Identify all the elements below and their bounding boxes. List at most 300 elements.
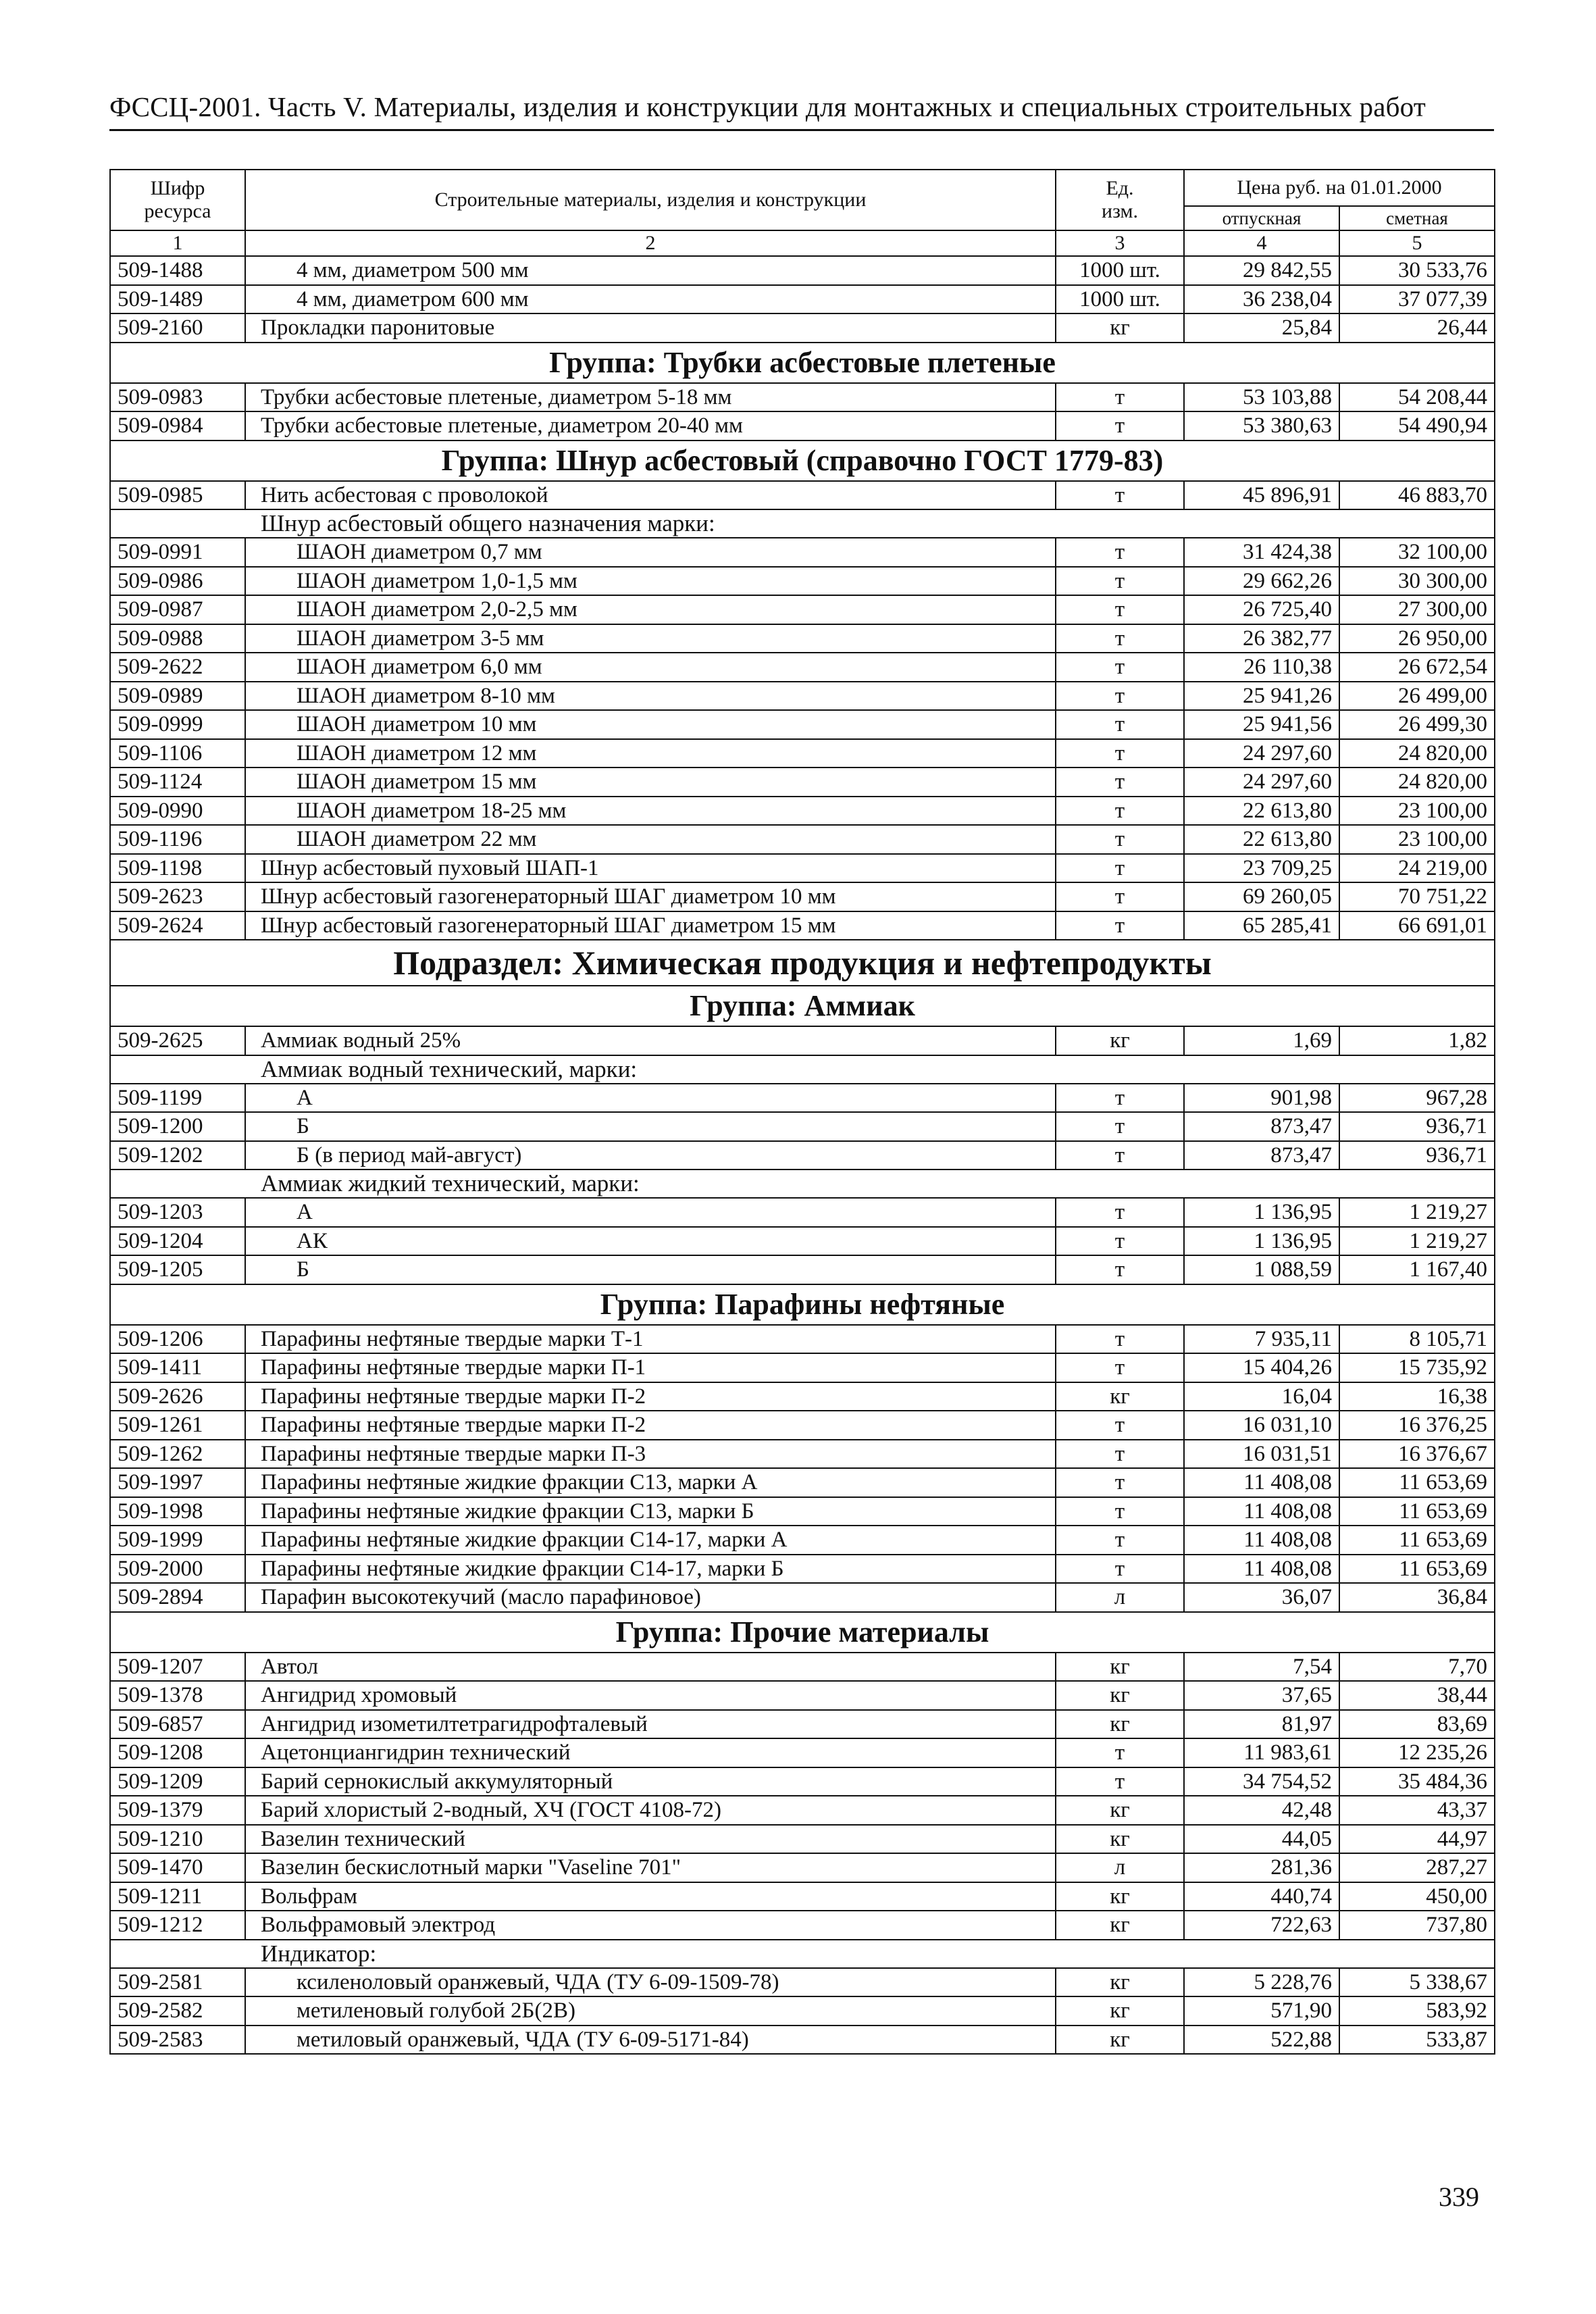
material-name: Б (в период май-август) bbox=[245, 1141, 1056, 1170]
group-heading: Группа: Прочие материалы bbox=[110, 1612, 1495, 1653]
material-name: Б bbox=[245, 1112, 1056, 1141]
unit-of-measure: кг bbox=[1056, 2026, 1184, 2055]
release-price: 571,90 bbox=[1184, 1996, 1339, 2026]
release-price: 81,97 bbox=[1184, 1710, 1339, 1739]
material-name: Трубки асбестовые плетеные, диаметром 20-40 мм bbox=[245, 411, 1056, 441]
table-row bbox=[110, 1468, 1495, 1497]
table-row bbox=[110, 256, 1495, 285]
unit-of-measure: т bbox=[1056, 710, 1184, 739]
unit-of-measure: т bbox=[1056, 1411, 1184, 1440]
table-row bbox=[110, 854, 1495, 883]
unit-of-measure: т bbox=[1056, 595, 1184, 624]
material-name: 4 мм, диаметром 500 мм bbox=[245, 256, 1056, 285]
material-name: Парафины нефтяные твердые марки П-3 bbox=[245, 1440, 1056, 1469]
table-row bbox=[110, 481, 1495, 510]
material-name: Ацетонциангидрин технический bbox=[245, 1738, 1056, 1767]
resource-code: 509-1411 bbox=[110, 1353, 245, 1382]
estimate-price: 8 105,71 bbox=[1339, 1325, 1495, 1354]
unit-of-measure: кг bbox=[1056, 1882, 1184, 1911]
resource-code: 509-2160 bbox=[110, 313, 245, 343]
material-name: ШАОН диаметром 1,0-1,5 мм bbox=[245, 567, 1056, 596]
estimate-price: 1,82 bbox=[1339, 1026, 1495, 1055]
release-price: 16 031,10 bbox=[1184, 1411, 1339, 1440]
release-price: 16 031,51 bbox=[1184, 1440, 1339, 1469]
unit-of-measure: т bbox=[1056, 653, 1184, 682]
estimate-price: 26,44 bbox=[1339, 313, 1495, 343]
table-row bbox=[110, 1996, 1495, 2026]
unit-of-measure: т bbox=[1056, 481, 1184, 510]
estimate-price: 26 950,00 bbox=[1339, 624, 1495, 653]
resource-code: 509-1202 bbox=[110, 1141, 245, 1170]
price-table-body bbox=[110, 256, 1495, 2054]
release-price: 15 404,26 bbox=[1184, 1353, 1339, 1382]
unit-of-measure: т bbox=[1056, 538, 1184, 567]
table-row bbox=[110, 1497, 1495, 1526]
release-price: 11 983,61 bbox=[1184, 1738, 1339, 1767]
price-table bbox=[109, 169, 1495, 2055]
material-name: Парафины нефтяные жидкие фракции С13, марки Б bbox=[245, 1497, 1056, 1526]
release-price: 7 935,11 bbox=[1184, 1325, 1339, 1354]
release-price: 11 408,08 bbox=[1184, 1555, 1339, 1584]
column-header-price-group: Цена руб. на 01.01.2000 bbox=[1184, 170, 1495, 206]
release-price: 24 297,60 bbox=[1184, 739, 1339, 768]
unit-of-measure: т bbox=[1056, 768, 1184, 797]
release-price: 65 285,41 bbox=[1184, 911, 1339, 940]
page-header-title: ФССЦ-2001. Часть V. Материалы, изделия и конструкции для монтажных и специальных строительных работ bbox=[109, 91, 1426, 122]
estimate-price: 83,69 bbox=[1339, 1710, 1495, 1739]
column-header-name: Строительные материалы, изделия и конструкции bbox=[245, 170, 1056, 230]
release-price: 29 842,55 bbox=[1184, 256, 1339, 285]
estimate-price: 11 653,69 bbox=[1339, 1555, 1495, 1584]
material-name: ксиленоловый оранжевый, ЧДА (ТУ 6-09-1509-78) bbox=[245, 1968, 1056, 1997]
resource-code: 509-2623 bbox=[110, 882, 245, 911]
unit-of-measure: т bbox=[1056, 1526, 1184, 1555]
unit-of-measure: кг bbox=[1056, 1026, 1184, 1055]
group-heading: Группа: Аммиак bbox=[110, 986, 1495, 1026]
resource-code: 509-1198 bbox=[110, 854, 245, 883]
material-name: ШАОН диаметром 10 мм bbox=[245, 710, 1056, 739]
table-row bbox=[110, 653, 1495, 682]
table-row bbox=[110, 768, 1495, 797]
unit-of-measure: кг bbox=[1056, 1825, 1184, 1854]
unit-of-measure: т bbox=[1056, 1325, 1184, 1354]
resource-code: 509-1211 bbox=[110, 1882, 245, 1911]
release-price: 36 238,04 bbox=[1184, 285, 1339, 314]
resource-code: 509-2624 bbox=[110, 911, 245, 940]
resource-code: 509-0990 bbox=[110, 797, 245, 826]
subheading-label: Аммиак жидкий технический, марки: bbox=[110, 1169, 1495, 1198]
estimate-price: 30 300,00 bbox=[1339, 567, 1495, 596]
resource-code: 509-0984 bbox=[110, 411, 245, 441]
material-name: ШАОН диаметром 8-10 мм bbox=[245, 682, 1056, 711]
release-price: 873,47 bbox=[1184, 1112, 1339, 1141]
estimate-price: 66 691,01 bbox=[1339, 911, 1495, 940]
release-price: 1,69 bbox=[1184, 1026, 1339, 1055]
release-price: 1 088,59 bbox=[1184, 1255, 1339, 1284]
release-price: 440,74 bbox=[1184, 1882, 1339, 1911]
subsection-heading-row bbox=[110, 940, 1495, 986]
resource-code: 509-1212 bbox=[110, 1911, 245, 1940]
subheading-label: Индикатор: bbox=[110, 1940, 1495, 1968]
table-row bbox=[110, 1653, 1495, 1682]
table-row bbox=[110, 882, 1495, 911]
material-name: ШАОН диаметром 15 мм bbox=[245, 768, 1056, 797]
unit-of-measure: кг bbox=[1056, 1681, 1184, 1710]
resource-code: 509-6857 bbox=[110, 1710, 245, 1739]
material-name: Шнур асбестовый пуховый ШАП-1 bbox=[245, 854, 1056, 883]
estimate-price: 1 167,40 bbox=[1339, 1255, 1495, 1284]
estimate-price: 16 376,25 bbox=[1339, 1411, 1495, 1440]
estimate-price: 450,00 bbox=[1339, 1882, 1495, 1911]
estimate-price: 54 208,44 bbox=[1339, 383, 1495, 412]
unit-of-measure: т bbox=[1056, 739, 1184, 768]
unit-of-measure: т bbox=[1056, 1227, 1184, 1256]
resource-code: 509-1124 bbox=[110, 768, 245, 797]
material-name: ШАОН диаметром 18-25 мм bbox=[245, 797, 1056, 826]
table-row bbox=[110, 1710, 1495, 1739]
group-heading: Группа: Парафины нефтяные bbox=[110, 1284, 1495, 1325]
release-price: 34 754,52 bbox=[1184, 1767, 1339, 1796]
estimate-price: 36,84 bbox=[1339, 1583, 1495, 1612]
release-price: 11 408,08 bbox=[1184, 1526, 1339, 1555]
subheading-label: Шнур асбестовый общего назначения марки: bbox=[110, 509, 1495, 538]
release-price: 23 709,25 bbox=[1184, 854, 1339, 883]
column-header-price-release: отпускная bbox=[1184, 206, 1339, 230]
resource-code: 509-0985 bbox=[110, 481, 245, 510]
unit-of-measure: т bbox=[1056, 383, 1184, 412]
resource-code: 509-1997 bbox=[110, 1468, 245, 1497]
subheading-row bbox=[110, 1940, 1495, 1968]
material-name: ШАОН диаметром 6,0 мм bbox=[245, 653, 1056, 682]
resource-code: 509-0987 bbox=[110, 595, 245, 624]
resource-code: 509-1203 bbox=[110, 1198, 245, 1227]
estimate-price: 11 653,69 bbox=[1339, 1468, 1495, 1497]
material-name: А bbox=[245, 1198, 1056, 1227]
material-name: Вольфрамовый электрод bbox=[245, 1911, 1056, 1940]
release-price: 53 380,63 bbox=[1184, 411, 1339, 441]
table-row bbox=[110, 595, 1495, 624]
subheading-row bbox=[110, 1055, 1495, 1084]
unit-of-measure: кг bbox=[1056, 1996, 1184, 2026]
table-row bbox=[110, 1555, 1495, 1584]
material-name: ШАОН диаметром 2,0-2,5 мм bbox=[245, 595, 1056, 624]
material-name: 4 мм, диаметром 600 мм bbox=[245, 285, 1056, 314]
table-row bbox=[110, 383, 1495, 412]
resource-code: 509-2622 bbox=[110, 653, 245, 682]
estimate-price: 46 883,70 bbox=[1339, 481, 1495, 510]
release-price: 11 408,08 bbox=[1184, 1468, 1339, 1497]
material-name: АК bbox=[245, 1227, 1056, 1256]
release-price: 522,88 bbox=[1184, 2026, 1339, 2055]
unit-of-measure: т bbox=[1056, 1555, 1184, 1584]
table-row bbox=[110, 538, 1495, 567]
estimate-price: 737,80 bbox=[1339, 1911, 1495, 1940]
material-name: Ангидрид хромовый bbox=[245, 1681, 1056, 1710]
table-row bbox=[110, 411, 1495, 441]
table-row bbox=[110, 1681, 1495, 1710]
resource-code: 509-1200 bbox=[110, 1112, 245, 1141]
estimate-price: 27 300,00 bbox=[1339, 595, 1495, 624]
unit-of-measure: кг bbox=[1056, 1653, 1184, 1682]
unit-of-measure: л bbox=[1056, 1853, 1184, 1882]
release-price: 26 382,77 bbox=[1184, 624, 1339, 653]
resource-code: 509-2581 bbox=[110, 1968, 245, 1997]
material-name: Вазелин бескислотный марки "Vaseline 701" bbox=[245, 1853, 1056, 1882]
group-heading-row bbox=[110, 441, 1495, 481]
unit-of-measure: т bbox=[1056, 1497, 1184, 1526]
material-name: Парафин высокотекучий (масло парафиновое) bbox=[245, 1583, 1056, 1612]
resource-code: 509-0983 bbox=[110, 383, 245, 412]
release-price: 22 613,80 bbox=[1184, 825, 1339, 854]
unit-of-measure: т bbox=[1056, 854, 1184, 883]
release-price: 7,54 bbox=[1184, 1653, 1339, 1682]
unit-of-measure: кг bbox=[1056, 1710, 1184, 1739]
release-price: 722,63 bbox=[1184, 1911, 1339, 1940]
material-name: метиловый оранжевый, ЧДА (ТУ 6-09-5171-84) bbox=[245, 2026, 1056, 2055]
release-price: 69 260,05 bbox=[1184, 882, 1339, 911]
resource-code: 509-1207 bbox=[110, 1653, 245, 1682]
material-name: Барий хлористый 2-водный, ХЧ (ГОСТ 4108-72) bbox=[245, 1796, 1056, 1825]
release-price: 16,04 bbox=[1184, 1382, 1339, 1411]
unit-of-measure: т bbox=[1056, 1440, 1184, 1469]
column-header-code bbox=[110, 170, 245, 230]
release-price: 29 662,26 bbox=[1184, 567, 1339, 596]
unit-of-measure: т bbox=[1056, 682, 1184, 711]
release-price: 36,07 bbox=[1184, 1583, 1339, 1612]
material-name: Аммиак водный 25% bbox=[245, 1026, 1056, 1055]
group-heading-row bbox=[110, 986, 1495, 1026]
table-row bbox=[110, 739, 1495, 768]
release-price: 22 613,80 bbox=[1184, 797, 1339, 826]
estimate-price: 32 100,00 bbox=[1339, 538, 1495, 567]
column-number: 3 bbox=[1056, 230, 1184, 256]
estimate-price: 16,38 bbox=[1339, 1382, 1495, 1411]
unit-of-measure: 1000 шт. bbox=[1056, 256, 1184, 285]
table-row bbox=[110, 567, 1495, 596]
estimate-price: 24 820,00 bbox=[1339, 739, 1495, 768]
table-row bbox=[110, 1911, 1495, 1940]
estimate-price: 967,28 bbox=[1339, 1084, 1495, 1113]
material-name: метиленовый голубой 2Б(2В) bbox=[245, 1996, 1056, 2026]
unit-of-measure: т bbox=[1056, 1141, 1184, 1170]
subsection-heading: Подраздел: Химическая продукция и нефтепродукты bbox=[110, 940, 1495, 986]
unit-of-measure: т bbox=[1056, 882, 1184, 911]
table-row bbox=[110, 1198, 1495, 1227]
unit-of-measure: т bbox=[1056, 1112, 1184, 1141]
estimate-price: 37 077,39 bbox=[1339, 285, 1495, 314]
resource-code: 509-2894 bbox=[110, 1583, 245, 1612]
material-name: Вазелин технический bbox=[245, 1825, 1056, 1854]
group-heading-row bbox=[110, 1612, 1495, 1653]
resource-code: 509-0991 bbox=[110, 538, 245, 567]
table-row bbox=[110, 624, 1495, 653]
unit-of-measure: т bbox=[1056, 911, 1184, 940]
estimate-price: 43,37 bbox=[1339, 1796, 1495, 1825]
estimate-price: 12 235,26 bbox=[1339, 1738, 1495, 1767]
table-row bbox=[110, 1026, 1495, 1055]
table-row bbox=[110, 825, 1495, 854]
release-price: 25 941,56 bbox=[1184, 710, 1339, 739]
estimate-price: 35 484,36 bbox=[1339, 1767, 1495, 1796]
column-number: 2 bbox=[245, 230, 1056, 256]
table-row bbox=[110, 682, 1495, 711]
material-name: Шнур асбестовый газогенераторный ШАГ диаметром 15 мм bbox=[245, 911, 1056, 940]
unit-of-measure: т bbox=[1056, 1198, 1184, 1227]
estimate-price: 24 219,00 bbox=[1339, 854, 1495, 883]
resource-code: 509-1209 bbox=[110, 1767, 245, 1796]
material-name: Нить асбестовая с проволокой bbox=[245, 481, 1056, 510]
estimate-price: 5 338,67 bbox=[1339, 1968, 1495, 1997]
release-price: 901,98 bbox=[1184, 1084, 1339, 1113]
price-table-header bbox=[110, 170, 1495, 256]
estimate-price: 1 219,27 bbox=[1339, 1198, 1495, 1227]
release-price: 24 297,60 bbox=[1184, 768, 1339, 797]
unit-of-measure: кг bbox=[1056, 1968, 1184, 1997]
material-name: Трубки асбестовые плетеные, диаметром 5-18 мм bbox=[245, 383, 1056, 412]
release-price: 1 136,95 bbox=[1184, 1227, 1339, 1256]
table-row bbox=[110, 1526, 1495, 1555]
unit-of-measure: т bbox=[1056, 411, 1184, 441]
unit-of-measure: т bbox=[1056, 567, 1184, 596]
unit-of-measure: т bbox=[1056, 1353, 1184, 1382]
resource-code: 509-1205 bbox=[110, 1255, 245, 1284]
release-price: 873,47 bbox=[1184, 1141, 1339, 1170]
material-name: Шнур асбестовый газогенераторный ШАГ диаметром 10 мм bbox=[245, 882, 1056, 911]
table-row bbox=[110, 1968, 1495, 1997]
release-price: 26 725,40 bbox=[1184, 595, 1339, 624]
material-name: Парафины нефтяные твердые марки Т-1 bbox=[245, 1325, 1056, 1354]
material-name: Парафины нефтяные твердые марки П-1 bbox=[245, 1353, 1056, 1382]
resource-code: 509-1106 bbox=[110, 739, 245, 768]
resource-code: 509-1998 bbox=[110, 1497, 245, 1526]
unit-of-measure: т bbox=[1056, 797, 1184, 826]
group-heading: Группа: Трубки асбестовые плетеные bbox=[110, 343, 1495, 383]
material-name: Автол bbox=[245, 1653, 1056, 1682]
release-price: 37,65 bbox=[1184, 1681, 1339, 1710]
table-row bbox=[110, 710, 1495, 739]
column-number: 5 bbox=[1339, 230, 1495, 256]
resource-code: 509-1206 bbox=[110, 1325, 245, 1354]
table-row bbox=[110, 911, 1495, 940]
release-price: 1 136,95 bbox=[1184, 1198, 1339, 1227]
material-name: Вольфрам bbox=[245, 1882, 1056, 1911]
material-name: Ангидрид изометилтетрагидрофталевый bbox=[245, 1710, 1056, 1739]
material-name: ШАОН диаметром 22 мм bbox=[245, 825, 1056, 854]
estimate-price: 7,70 bbox=[1339, 1653, 1495, 1682]
material-name: Парафины нефтяные твердые марки П-2 bbox=[245, 1382, 1056, 1411]
table-row bbox=[110, 2026, 1495, 2055]
unit-of-measure: т bbox=[1056, 1738, 1184, 1767]
estimate-price: 287,27 bbox=[1339, 1853, 1495, 1882]
material-name: Парафины нефтяные жидкие фракции С14-17, марки А bbox=[245, 1526, 1056, 1555]
estimate-price: 936,71 bbox=[1339, 1112, 1495, 1141]
unit-of-measure: кг bbox=[1056, 1796, 1184, 1825]
resource-code: 509-1210 bbox=[110, 1825, 245, 1854]
resource-code: 509-2582 bbox=[110, 1996, 245, 2026]
estimate-price: 16 376,67 bbox=[1339, 1440, 1495, 1469]
table-row bbox=[110, 1325, 1495, 1354]
resource-code: 509-1379 bbox=[110, 1796, 245, 1825]
unit-of-measure: т bbox=[1056, 1255, 1184, 1284]
estimate-price: 1 219,27 bbox=[1339, 1227, 1495, 1256]
column-number: 4 bbox=[1184, 230, 1339, 256]
table-row bbox=[110, 1767, 1495, 1796]
release-price: 25 941,26 bbox=[1184, 682, 1339, 711]
estimate-price: 11 653,69 bbox=[1339, 1497, 1495, 1526]
table-row bbox=[110, 1440, 1495, 1469]
resource-code: 509-1488 bbox=[110, 256, 245, 285]
table-row bbox=[110, 1796, 1495, 1825]
estimate-price: 38,44 bbox=[1339, 1681, 1495, 1710]
resource-code: 509-2583 bbox=[110, 2026, 245, 2055]
table-row bbox=[110, 1255, 1495, 1284]
material-name: Б bbox=[245, 1255, 1056, 1284]
estimate-price: 30 533,76 bbox=[1339, 256, 1495, 285]
estimate-price: 70 751,22 bbox=[1339, 882, 1495, 911]
release-price: 53 103,88 bbox=[1184, 383, 1339, 412]
group-heading-row bbox=[110, 343, 1495, 383]
table-row bbox=[110, 313, 1495, 343]
resource-code: 509-1208 bbox=[110, 1738, 245, 1767]
release-price: 45 896,91 bbox=[1184, 481, 1339, 510]
resource-code: 509-1204 bbox=[110, 1227, 245, 1256]
material-name: А bbox=[245, 1084, 1056, 1113]
resource-code: 509-0988 bbox=[110, 624, 245, 653]
page-number: 339 bbox=[1439, 2182, 1479, 2212]
estimate-price: 26 499,00 bbox=[1339, 682, 1495, 711]
material-name: ШАОН диаметром 12 мм bbox=[245, 739, 1056, 768]
table-row bbox=[110, 285, 1495, 314]
table-row bbox=[110, 1227, 1495, 1256]
unit-of-measure: т bbox=[1056, 825, 1184, 854]
unit-of-measure: 1000 шт. bbox=[1056, 285, 1184, 314]
column-number: 1 bbox=[110, 230, 245, 256]
release-price: 5 228,76 bbox=[1184, 1968, 1339, 1997]
estimate-price: 23 100,00 bbox=[1339, 797, 1495, 826]
estimate-price: 26 672,54 bbox=[1339, 653, 1495, 682]
release-price: 25,84 bbox=[1184, 313, 1339, 343]
group-heading: Группа: Шнур асбестовый (справочно ГОСТ 1779-83) bbox=[110, 441, 1495, 481]
table-row bbox=[110, 1825, 1495, 1854]
resource-code: 509-2000 bbox=[110, 1555, 245, 1584]
estimate-price: 533,87 bbox=[1339, 2026, 1495, 2055]
unit-of-measure: т bbox=[1056, 1468, 1184, 1497]
estimate-price: 583,92 bbox=[1339, 1996, 1495, 2026]
material-name: ШАОН диаметром 3-5 мм bbox=[245, 624, 1056, 653]
column-header-code-text: Шифр ресурса bbox=[144, 177, 211, 222]
release-price: 44,05 bbox=[1184, 1825, 1339, 1854]
resource-code: 509-0989 bbox=[110, 682, 245, 711]
release-price: 11 408,08 bbox=[1184, 1497, 1339, 1526]
release-price: 281,36 bbox=[1184, 1853, 1339, 1882]
resource-code: 509-1999 bbox=[110, 1526, 245, 1555]
unit-of-measure: кг bbox=[1056, 1382, 1184, 1411]
release-price: 31 424,38 bbox=[1184, 538, 1339, 567]
resource-code: 509-1378 bbox=[110, 1681, 245, 1710]
resource-code: 509-2626 bbox=[110, 1382, 245, 1411]
resource-code: 509-2625 bbox=[110, 1026, 245, 1055]
resource-code: 509-0999 bbox=[110, 710, 245, 739]
table-row bbox=[110, 1141, 1495, 1170]
subheading-row bbox=[110, 1169, 1495, 1198]
column-header-price-estimate: сметная bbox=[1339, 206, 1495, 230]
material-name: Прокладки паронитовые bbox=[245, 313, 1056, 343]
column-header-unit-text: Ед. изм. bbox=[1102, 177, 1138, 222]
table-row bbox=[110, 1084, 1495, 1113]
material-name: ШАОН диаметром 0,7 мм bbox=[245, 538, 1056, 567]
unit-of-measure: т bbox=[1056, 1767, 1184, 1796]
unit-of-measure: кг bbox=[1056, 1911, 1184, 1940]
